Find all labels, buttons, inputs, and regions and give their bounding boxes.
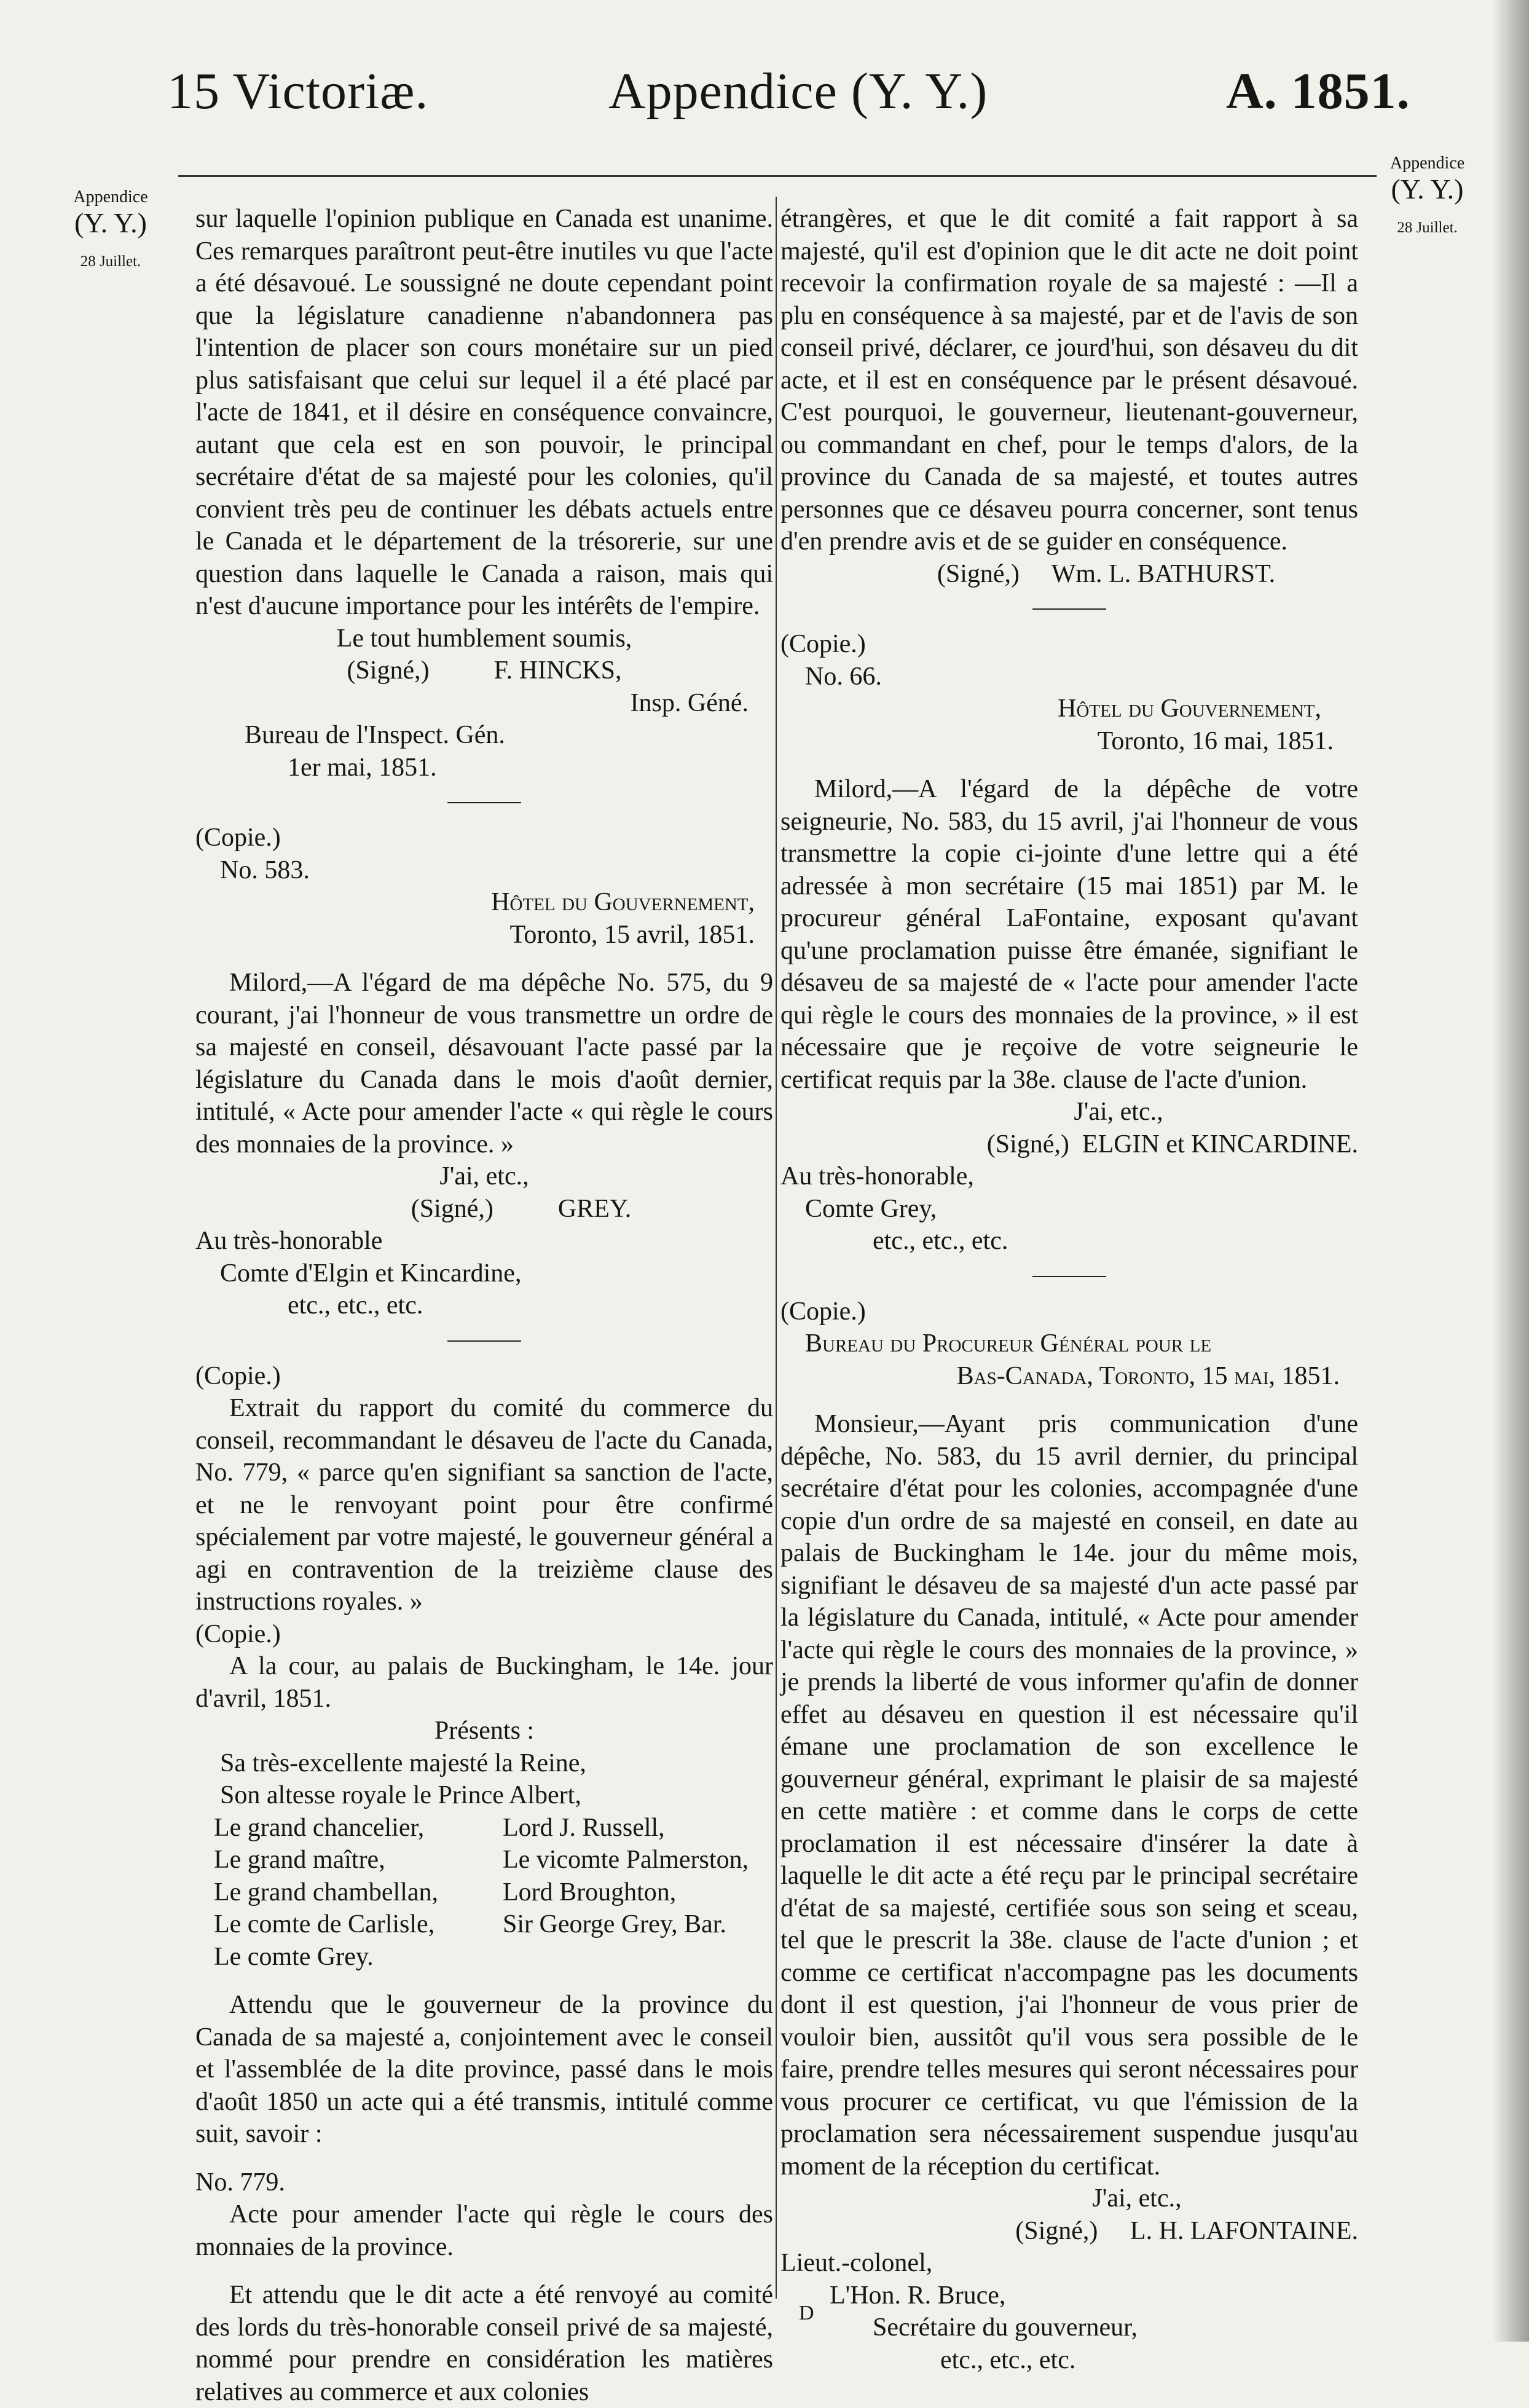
office-line: Bureau de l'Inspect. Gén. — [245, 721, 505, 749]
letter-body: Monsieur,—Ayant pris communication d'une dépêche, No. 583, du 15 avril dernier, du principal secrétaire d'état pour les colonies, accompagnée d'une copie d'un ordre de sa majesté en conseil, en date au palais de Buckingham le 14e. jour du même mois, signifiant le désaveu de sa majesté d'un acte passé par la législature du Canada, intitulé, « Acte pour amender l'acte qui règle le cours des monnaies de la province, » je prends la liberté de vous informer qu'afin de donner effet au désaveu en question il est nécessaire qu'il émane une proclamation de son excellence le gouverneur général, exprimant le plaisir de sa majesté en cette matière : et comme dans le corps de cette proclamation il est nécessaire d'insérer la date à laquelle le dit acte a été reçu par le principal secrétaire d'état de sa majesté, certifiée sous son seing et sceau, tel que le prescrit la 38e. clause de l'acte d'union ; et comme ce certificat n'accompagne pas les documents dont il est question, j'ai l'honneur de vous prier de vouloir bien, aussitôt qu'il vous sera possible de le faire, prendre telles mesures qui seront nécessaires pour vous procurer ce certificat, vu que l'émission de la proclamation sera nécessairement suspendue jusqu'au moment de la réception du certificat. — [780, 1410, 1358, 2181]
signature: (Signé,) ELGIN et KINCARDINE. — [986, 1130, 1358, 1159]
closing-line: J'ai, etc., — [1074, 1098, 1163, 1126]
address-line: Lieut.-colonel, — [780, 2249, 933, 2277]
address-line: Secrétaire du gouverneur, — [873, 2313, 1138, 2342]
header-rule — [178, 175, 1377, 177]
closing-line: J'ai, etc., — [1092, 2184, 1182, 2213]
act-number: No. 779. — [195, 2168, 285, 2197]
right-column — [780, 203, 1358, 2376]
separator — [447, 1340, 521, 1342]
margin-label: Appendice — [1389, 154, 1465, 173]
signature: (Signé,) GREY. — [411, 1194, 632, 1223]
presents-name: Le comte de Carlisle, — [214, 1910, 435, 1938]
closing-line: Le tout humblement soumis, — [336, 624, 632, 653]
body-paragraph: sur laquelle l'opinion publique en Canada est unanime. Ces remarques paraîtront peut-être inutiles vu que l'acte a été désavoué. Le soussigné ne doute cependant point que la législature canadienne n'abandonnera pas l'intention de placer son cours monétaire sur un pied plus satisfaisant que celui sur lequel il a été placé par l'acte de 1841, et il désire en conséquence convaincre, autant que cela est en son pouvoir, le principal secrétaire d'état de sa majesté pour les colonies, qu'il convient très peu de continuer les débats actuels entre le Canada et le département de la trésorerie, sur une question dans laquelle le Canada a raison, mais qui n'est d'aucune importance pour les intérêts de l'empire. — [195, 205, 773, 620]
copie-label: (Copie.) — [195, 1361, 281, 1390]
dispatch-origin: Hôtel du Gouvernement, — [491, 888, 755, 916]
left-column — [195, 203, 773, 2408]
signature-title: Insp. Géné. — [630, 688, 749, 717]
separator — [1032, 1276, 1106, 1277]
body-paragraph: Attendu que le gouverneur de la province du Canada de sa majesté a, conjointement avec le conseil et l'assemblée de la dite province, passé dans le mois d'août 1850 un acte qui a été transmis, intitulé comme suit, savoir : — [195, 1991, 773, 2148]
date-line: 1er mai, 1851. — [288, 753, 437, 782]
body-paragraph: étrangères, et que le dit comité a fait rapport à sa majesté, qu'il est d'opinion que le dit acte ne doit point recevoir la confirmation royale de sa majesté : —Il a plu en conséquence à sa majesté, par et de l'avis de son conseil privé, déclarer, ce jourd'hui, son désaveu du dit acte, et il est en conséquence par le présent désavoué. C'est pourquoi, le gouverneur, lieutenant-gouverneur, ou commandant en chef, pour le temps d'alors, de la province du Canada de sa majesté, et toutes autres personnes que ce désaveu pourra concerner, sont tenus d'en prendre avis et de se guider en conséquence. — [780, 205, 1358, 556]
separator — [1032, 608, 1106, 610]
presents-name: Sir George Grey, Bar. — [503, 1910, 726, 1938]
presents-line: Sa très-excellente majesté la Reine, — [220, 1749, 586, 1777]
dispatch-place-date: Toronto, 15 avril, 1851. — [509, 920, 755, 949]
signature: (Signé,) Wm. L. BATHURST. — [937, 559, 1276, 588]
margin-code: (Y. Y.) — [1391, 173, 1464, 205]
copie-label: (Copie.) — [195, 824, 281, 852]
presents-name: Lord Broughton, — [503, 1878, 677, 1906]
header-year: A. 1851. — [1226, 63, 1410, 120]
presents-name: Le grand chancelier, — [214, 1813, 425, 1842]
office-heading: Bureau du Procureur Général pour le — [805, 1329, 1212, 1358]
margin-code: (Y. Y.) — [74, 207, 147, 239]
address-line: L'Hon. R. Bruce, — [830, 2281, 1006, 2310]
copie-label: (Copie.) — [195, 1619, 281, 1648]
signature-mark: D — [799, 2302, 814, 2324]
presents-name: Le comte Grey. — [214, 1942, 374, 1971]
office-heading: Bas-Canada, Toronto, 15 mai, 1851. — [956, 1361, 1340, 1390]
dispatch-place-date: Toronto, 16 mai, 1851. — [1097, 726, 1334, 755]
margin-label: Appendice — [73, 187, 148, 207]
address-line: Au très-honorable, — [780, 1162, 974, 1190]
margin-note-left — [49, 187, 172, 271]
copie-label: (Copie.) — [780, 1297, 866, 1326]
presents-title: Présents : — [434, 1717, 535, 1745]
signature: (Signé,) F. HINCKS, — [347, 656, 622, 685]
report-extract: Extrait du rapport du comité du commerce du conseil, recommandant le désaveu de l'acte du Canada, No. 779, « parce qu'en signifiant sa sanction de l'acte, et ne le renvoyant point pour être confirmé spécialement par votre majesté, le gouverneur général a agi en contravention de la treizième clause des instructions royales. » — [195, 1394, 773, 1616]
page-edge-shadow — [1492, 0, 1529, 2342]
address-line: Au très-honorable — [195, 1227, 383, 1255]
margin-note-right — [1367, 154, 1487, 237]
court-line: A la cour, au palais de Buckingham, le 14e. jour d'avril, 1851. — [195, 1652, 773, 1713]
presents-name: Le vicomte Palmerston, — [503, 1846, 749, 1874]
letter-body: Milord,—A l'égard de ma dépêche No. 575, du 9 courant, j'ai l'honneur de vous transmettre un ordre de sa majesté en conseil, désavouant l'acte passé par la législature du Canada dans le mois d'août dernier, intitulé, « Acte pour amender l'acte « qui règle le cours des monnaies de la province. » — [195, 969, 773, 1159]
separator — [447, 802, 521, 803]
signature: (Signé,) L. H. LAFONTAINE. — [1015, 2216, 1358, 2245]
presents-left-list — [214, 1812, 503, 1973]
header-session: 15 Victoriæ. — [167, 63, 429, 120]
margin-date: 28 Juillet. — [1397, 219, 1458, 237]
presents-name: Le grand maître, — [214, 1846, 385, 1874]
address-line: etc., etc., etc. — [288, 1291, 423, 1320]
dispatch-origin: Hôtel du Gouvernement, — [1058, 694, 1321, 723]
presents-line: Son altesse royale le Prince Albert, — [220, 1781, 581, 1809]
address-line: Comte d'Elgin et Kincardine, — [220, 1259, 522, 1288]
presents-list — [195, 1812, 773, 1973]
column-divider — [776, 197, 777, 2299]
act-title: Acte pour amender l'acte qui règle le cours des monnaies de la province. — [195, 2200, 773, 2261]
closing-line: J'ai, etc., — [439, 1162, 529, 1190]
body-paragraph: Et attendu que le dit acte a été renvoyé au comité des lords du très-honorable conseil privé de sa majesté, nommé pour prendre en considération les matières relatives au commerce et aux colonies — [195, 2281, 773, 2406]
copie-label: (Copie.) — [780, 630, 866, 658]
address-line: etc., etc., etc. — [940, 2345, 1076, 2374]
presents-name: Le grand chambellan, — [214, 1878, 438, 1906]
letter-body: Milord,—A l'égard de la dépêche de votre seigneurie, No. 583, du 15 avril, j'ai l'honneur de vous transmettre la copie ci-jointe d'une lettre qui a été adressée à mon secrétaire (15 mai 1851) par M. le procureur général LaFontaine, exposant qu'avant qu'une proclamation puisse être émanée, signifiant le désaveu de sa majesté de « l'acte pour amender l'acte qui règle le cours des monnaies de la province, » il est nécessaire que je reçoive de votre seigneurie le certificat requis par la 38e. clause de l'acte d'union. — [780, 775, 1358, 1094]
address-line: Comte Grey, — [805, 1194, 937, 1223]
presents-name: Lord J. Russell, — [503, 1813, 665, 1842]
dispatch-number: No. 583. — [220, 856, 310, 884]
margin-date: 28 Juillet. — [80, 253, 141, 270]
dispatch-number: No. 66. — [805, 662, 882, 691]
presents-right-list — [503, 1812, 773, 1973]
address-line: etc., etc., etc. — [873, 1227, 1008, 1255]
header-appendix: Appendice (Y. Y.) — [608, 63, 988, 120]
